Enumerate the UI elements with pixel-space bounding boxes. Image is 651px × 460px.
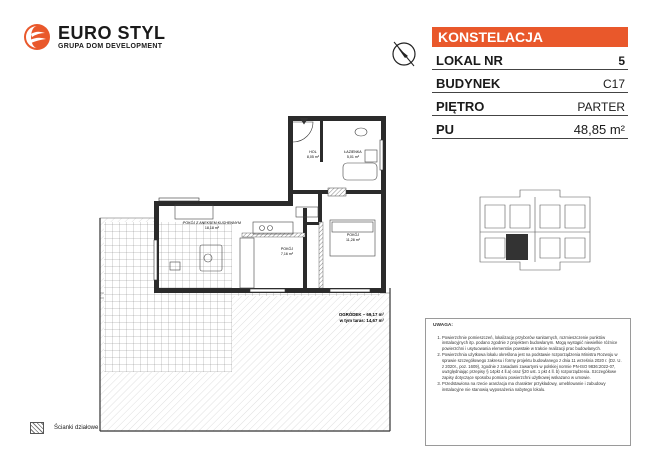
info-label: LOKAL NR	[436, 53, 503, 68]
legend	[30, 422, 98, 434]
note-item: 2. Powierzchnia użytkowa lokalu określona jest na podstawie rozporządzenia Ministra Rozwoju w sprawie szczegółowego zakresu i formy projektu budowlanego z dnia 11 września 2020 r. (Dz. U. z 2020r., poz. 1609), zgodnie z zasadami zawartymi w polskiej normie PN-ISO 9836:2022-07, uwzględniając przepisy § 14pkt 4 ll.a) oraz §20 ust. 1 pkt 4 ll. b) rozporządzenia. Szczegółowe zapisy dotyczące sposobu pomiaru powierzchni użytkowej wskazano w umowie.	[442, 352, 623, 380]
notes-box	[425, 318, 631, 446]
room-aneks-area: 18,18 m²	[204, 226, 220, 230]
room-pokoj-large-area: 11,28 m²	[346, 238, 360, 242]
room-lazienka-area: 5,01 m²	[346, 155, 360, 159]
legend-label: Ścianki działowe	[54, 425, 99, 431]
info-label: PU	[436, 122, 455, 137]
room-hol-name: HOL	[309, 150, 317, 154]
entrance-door-icon	[293, 118, 313, 142]
room-pokoj-large-name: POKÓJ	[346, 233, 360, 237]
room-pokoj-small-name: POKÓJ	[280, 247, 294, 251]
info-label: PIĘTRO	[436, 99, 485, 114]
info-value: 48,85 m²	[573, 122, 625, 137]
partition-hatch-icon	[30, 422, 44, 434]
highlighted-unit-marker	[506, 234, 528, 260]
terrace-area	[104, 222, 232, 372]
building-key-plan	[480, 190, 590, 270]
info-value: PARTER	[577, 100, 625, 114]
room-lazienka-name: ŁAZIENKA	[344, 150, 362, 154]
room-aneks-name: POKÓJ Z ANEKSEM KUCHENNYM	[183, 221, 241, 225]
room-hol-area: 8,05 m²	[306, 155, 320, 159]
brand-subtitle: GRUPA DOM DEVELOPMENT	[58, 43, 163, 50]
notes-heading: UWAGA:	[433, 323, 453, 328]
bathroom-fixtures-icon	[343, 128, 377, 180]
note-item: 1. Powierzchnie pomieszczeń, lokalizację przyborów sanitarnych, rozmieszczenie punktów instalacyjnych itp. podano zgodnie z projektem budowlanym. Mogą wystąpić niewielkie różnice powierzchni i usytuowania elementów powstałe w trakcie realizacji prac budowlanych.	[442, 335, 623, 352]
room-pokoj-small-area: 7,16 m²	[280, 252, 294, 256]
info-value: 5	[618, 54, 625, 68]
info-value: C17	[602, 77, 625, 91]
brand-name: EURO STYL	[58, 23, 166, 43]
info-label: BUDYNEK	[436, 76, 501, 91]
note-item: 3. Przedstawiona na rzecie aranżacja ma charakter przykładowy, umeblowanie i zabudowy instalacyjne nie stanowią wyposażenia nabytego lokalu.	[442, 381, 623, 392]
project-name: KONSTELACJA	[432, 27, 628, 47]
garden-terrace-label: w tym taras: 14,67 m²	[339, 318, 384, 323]
garden-area-label: OGRÓDEK – 69,17 m²	[338, 312, 384, 317]
